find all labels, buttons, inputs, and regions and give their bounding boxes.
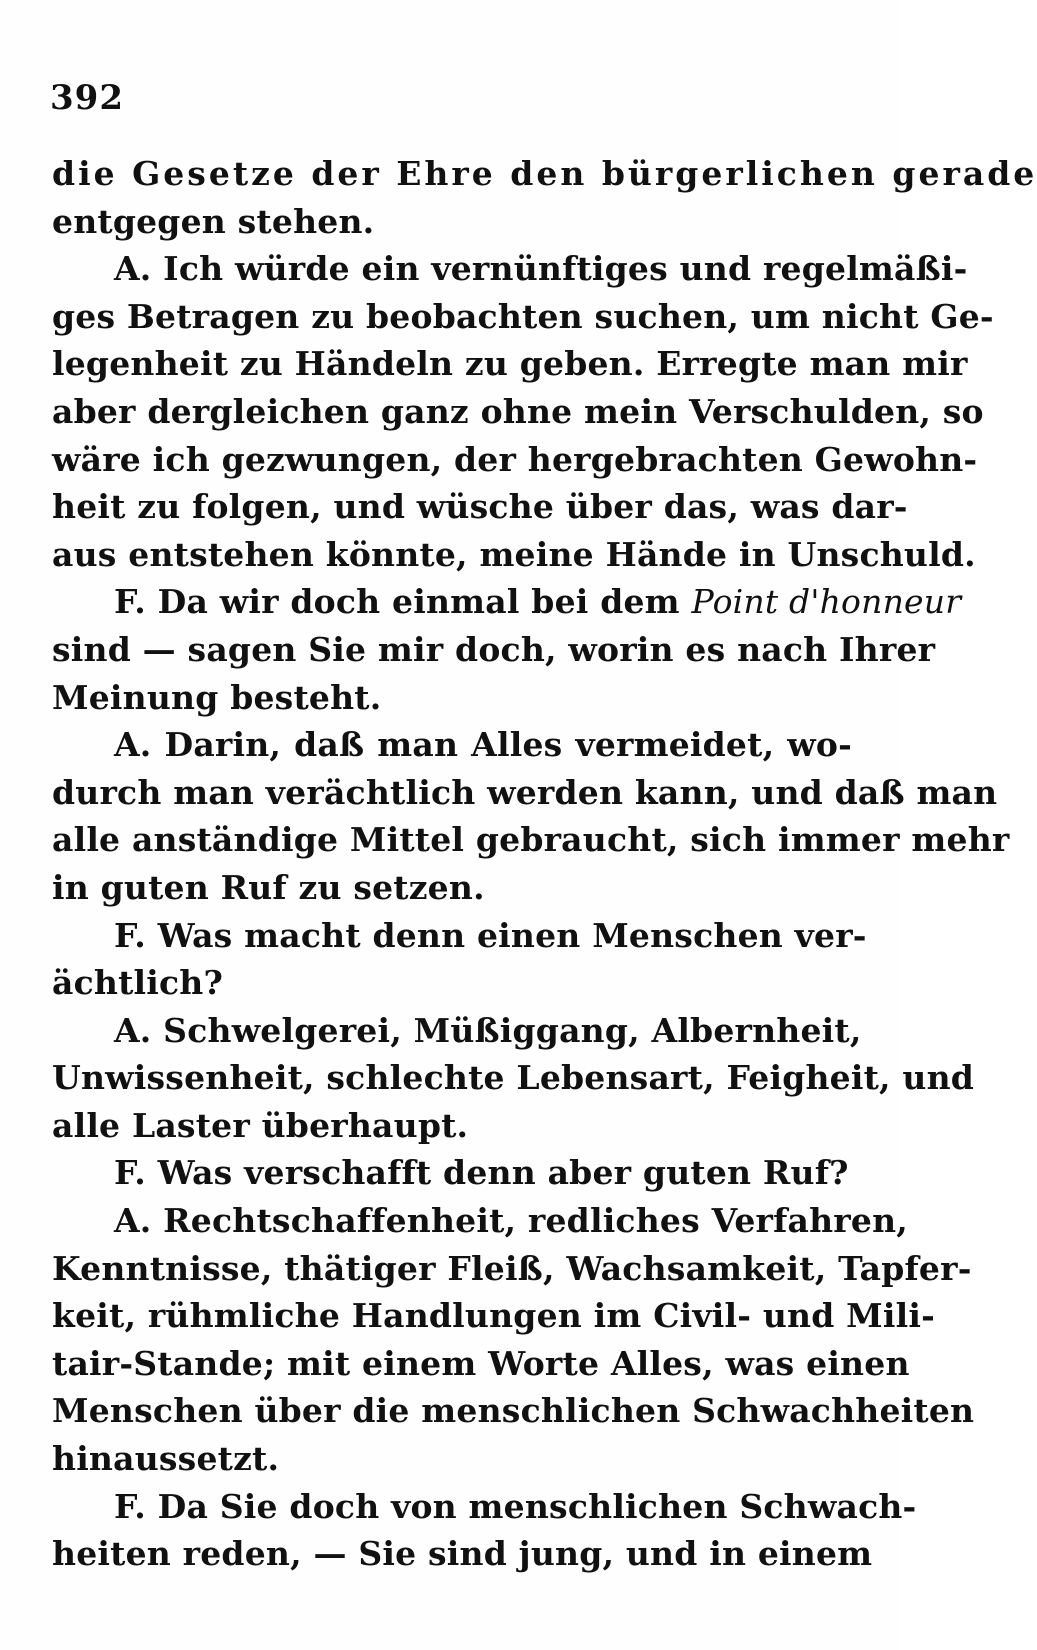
text-line: in guten Ruf zu setzen. bbox=[52, 867, 485, 907]
text-line: alle anständige Mittel gebraucht, sich immer mehr bbox=[52, 820, 1010, 860]
text-line: F. Was macht denn einen Menschen ver- bbox=[114, 915, 867, 955]
text-line: F. Was verschafft denn aber guten Ruf? bbox=[114, 1153, 849, 1193]
text-line: A. Ich würde ein vernünftiges und regelmäßi- bbox=[114, 249, 968, 289]
text-line bbox=[52, 578, 962, 626]
text-line: wäre ich gezwungen, der hergebrachten Gewohn- bbox=[52, 439, 978, 479]
page-number: 392 bbox=[50, 78, 124, 118]
text-line: heiten reden, — Sie sind jung, und in einem bbox=[52, 1534, 873, 1574]
text-line: die Gesetze der Ehre den bürgerlichen gerade bbox=[52, 154, 1037, 193]
text-line: ächtlich? bbox=[52, 963, 224, 1003]
text-line: tair-Stande; mit einem Worte Alles, was einen bbox=[52, 1343, 910, 1383]
text-line: sind — sagen Sie mir doch, worin es nach Ihrer bbox=[52, 629, 936, 669]
text-line: hinaussetzt. bbox=[52, 1439, 280, 1479]
text-line: aus entstehen könnte, meine Hände in Unschuld. bbox=[52, 534, 976, 574]
text-line: entgegen stehen. bbox=[52, 201, 375, 241]
text-line: A. Rechtschaffenheit, redliches Verfahren, bbox=[114, 1201, 908, 1241]
text-line: durch man verächtlich werden kann, und daß man bbox=[52, 772, 998, 812]
text-line: Menschen über die menschlichen Schwachheiten bbox=[52, 1391, 975, 1431]
text-line: aber dergleichen ganz ohne mein Verschulden, so bbox=[52, 391, 984, 431]
text-line: alle Laster überhaupt. bbox=[52, 1105, 469, 1145]
text-line: heit zu folgen, und wüsche über das, was dar- bbox=[52, 487, 908, 527]
text-line-start: F. Da wir doch einmal bei dem bbox=[114, 582, 680, 622]
text-line: F. Da Sie doch von menschlichen Schwach- bbox=[114, 1486, 917, 1526]
body-text bbox=[52, 150, 1037, 1578]
text-line: A. Schwelgerei, Müßiggang, Albernheit, bbox=[114, 1010, 862, 1050]
text-line: ges Betragen zu beobachten suchen, um nicht Ge- bbox=[52, 296, 994, 336]
text-line: A. Darin, daß man Alles vermeidet, wo- bbox=[114, 725, 852, 765]
italic-phrase: Point d'honneur bbox=[691, 582, 962, 622]
text-line: Meinung besteht. bbox=[52, 677, 382, 717]
text-line: keit, rühmliche Handlungen im Civil- und Mili- bbox=[52, 1296, 936, 1336]
text-line: Kenntnisse, thätiger Fleiß, Wachsamkeit, Tapfer- bbox=[52, 1248, 972, 1288]
text-line: Unwissenheit, schlechte Lebensart, Feigheit, und bbox=[52, 1058, 975, 1098]
text-line: legenheit zu Händeln zu geben. Erregte man mir bbox=[52, 344, 968, 384]
